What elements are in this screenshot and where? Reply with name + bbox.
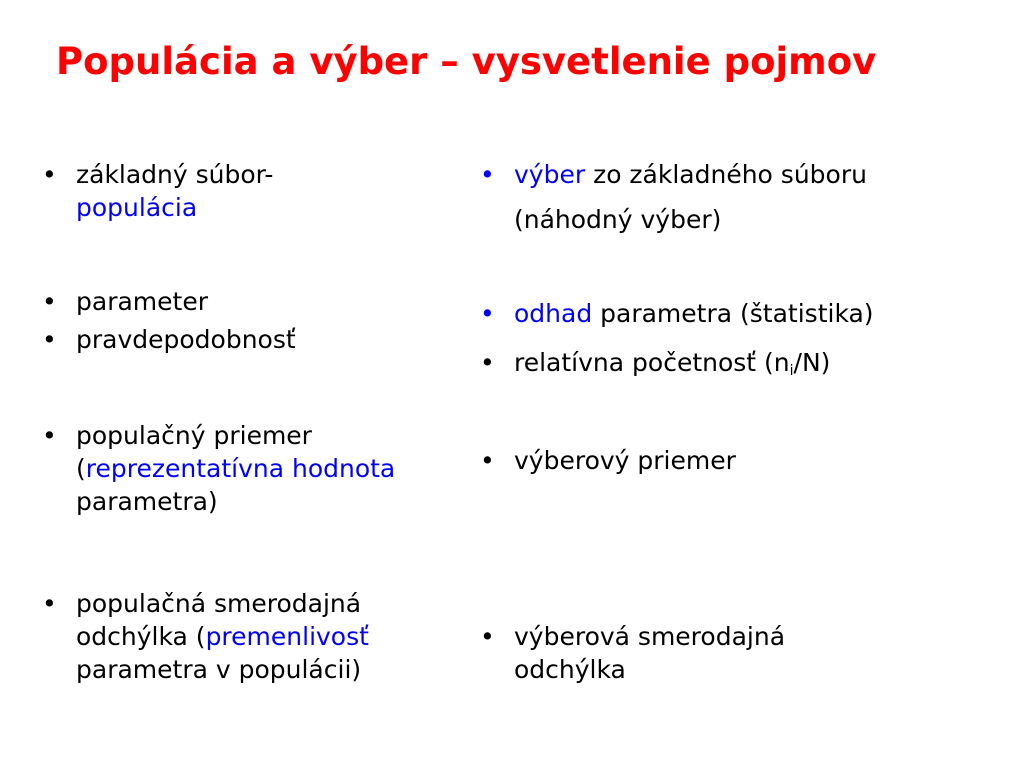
item-text: relatívna početnosť (n [514,348,790,377]
list-item [478,297,1008,330]
item-text: pravdepodobnosť [76,325,296,354]
item-text: parametra v populácii) [76,655,362,684]
highlighted-term: reprezentatívna hodnota [85,454,396,483]
bullet-icon: • [42,589,57,618]
item-text: parameter [76,287,208,316]
list-item [478,346,1008,388]
highlighted-term: populácia [76,193,198,222]
slide-title: Populácia a výber – vysvetlenie pojmov [56,40,877,83]
bullet-icon: • [42,287,57,316]
highlighted-term: odhad [514,299,593,328]
item-text: zo základného súboru [585,160,867,189]
bullet-icon: • [480,446,495,475]
item-text: výberový priemer [514,446,736,475]
bullet-icon: • [42,160,57,189]
list-item [40,323,460,356]
bullet-icon: • [42,421,57,450]
item-text: základný súbor- [76,160,274,189]
item-text: parametra) [76,487,218,516]
list-item [40,587,460,686]
bullet-icon: • [42,325,57,354]
list-item [40,285,460,318]
bullet-icon: • [480,622,495,651]
subscript: i [789,363,794,379]
item-text: populačný priemer ( [76,421,312,483]
highlighted-term: výber [514,160,586,189]
bullet-icon: • [480,348,495,377]
list-item [40,158,460,224]
list-item [478,158,1008,236]
item-text: populačná smerodajná odchýlka ( [76,589,362,651]
bullet-icon: • [480,160,495,189]
item-text: /N) [793,348,831,377]
list-item [40,419,460,518]
item-text: parametra (štatistika) [592,299,874,328]
item-text: výberová smerodajná odchýlka [514,622,786,684]
bullet-icon: • [480,299,495,328]
list-item [478,620,874,686]
item-text: (náhodný výber) [514,205,722,234]
highlighted-term: premenlivosť [205,622,369,651]
list-item [478,444,1008,477]
